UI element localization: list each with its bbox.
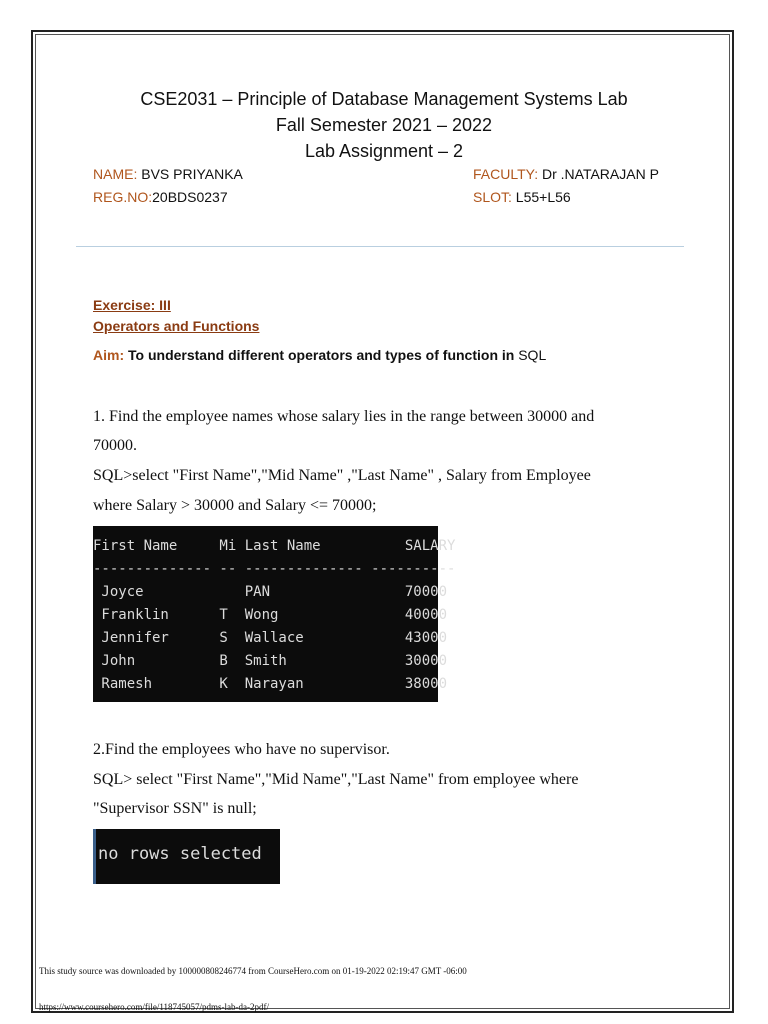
result-row: Jennifer S Wallace 43000 — [93, 630, 448, 646]
semester-line: Fall Semester 2021 – 2022 — [275, 115, 493, 135]
result-row: Ramesh K Narayan 38000 — [93, 676, 448, 692]
regno-label: REG.NO: — [93, 189, 153, 205]
faculty-label: FACULTY: — [473, 166, 539, 182]
aim-statement — [93, 347, 546, 363]
exercise-number: Exercise: III — [93, 297, 171, 313]
q2-sql-line-2: "Supervisor SSN" is null; — [93, 800, 257, 817]
exercise-topic: Operators and Functions — [93, 318, 260, 334]
q2-line-1: 2.Find the employees who have no supervisor. — [93, 741, 390, 758]
aim-tail: SQL — [514, 347, 547, 363]
aim-label: Aim: — [93, 347, 125, 363]
registration-number — [93, 189, 228, 205]
regno-value: 20BDS0237 — [152, 189, 228, 205]
slot — [473, 189, 571, 205]
result-header: First Name Mi Last Name SALARY — [93, 538, 456, 554]
result-row: Franklin T Wong 40000 — [93, 607, 448, 623]
source-url[interactable]: https://www.coursehero.com/file/118745057/pdms-lab-da-2pdf/ — [39, 1002, 270, 1012]
download-notice: This study source was downloaded by 100000808246774 from CourseHero.com on 01-19-2022 02:19:47 GMT -06:00 — [39, 966, 467, 976]
q2-sql-line-1: SQL> select "First Name","Mid Name","Last Name" from employee where — [93, 771, 579, 788]
header-divider — [76, 246, 684, 247]
q1-line-2: 70000. — [93, 437, 137, 454]
q1-sql-line-2: where Salary > 30000 and Salary <= 70000; — [93, 497, 377, 514]
aim-text: To understand different operators and types of function in — [124, 347, 515, 363]
faculty-value: Dr .NATARAJAN P — [538, 166, 659, 182]
result-row: Joyce PAN 70000 — [93, 584, 448, 600]
result-separator: -------------- -- -------------- ---------- — [93, 561, 456, 577]
faculty-name — [473, 166, 659, 182]
assignment-line: Lab Assignment – 2 — [304, 141, 464, 161]
q1-sql-line-1: SQL>select "First Name","Mid Name" ,"Last Name" , Salary from Employee — [93, 467, 591, 484]
query-result-1 — [93, 526, 456, 702]
q1-line-1: 1. Find the employee names whose salary lies in the range between 30000 and — [93, 408, 595, 425]
slot-label: SLOT: — [473, 189, 512, 205]
result-row: John B Smith 30000 — [93, 653, 448, 669]
name-value: BVS PRIYANKA — [137, 166, 243, 182]
name-label: NAME: — [93, 166, 138, 182]
slot-value: L55+L56 — [511, 189, 571, 205]
student-name — [93, 166, 243, 182]
query-result-2 — [93, 829, 280, 884]
no-rows-message: no rows selected — [98, 844, 262, 864]
document-title: CSE2031 – Principle of Database Management Systems Lab — [140, 89, 628, 109]
